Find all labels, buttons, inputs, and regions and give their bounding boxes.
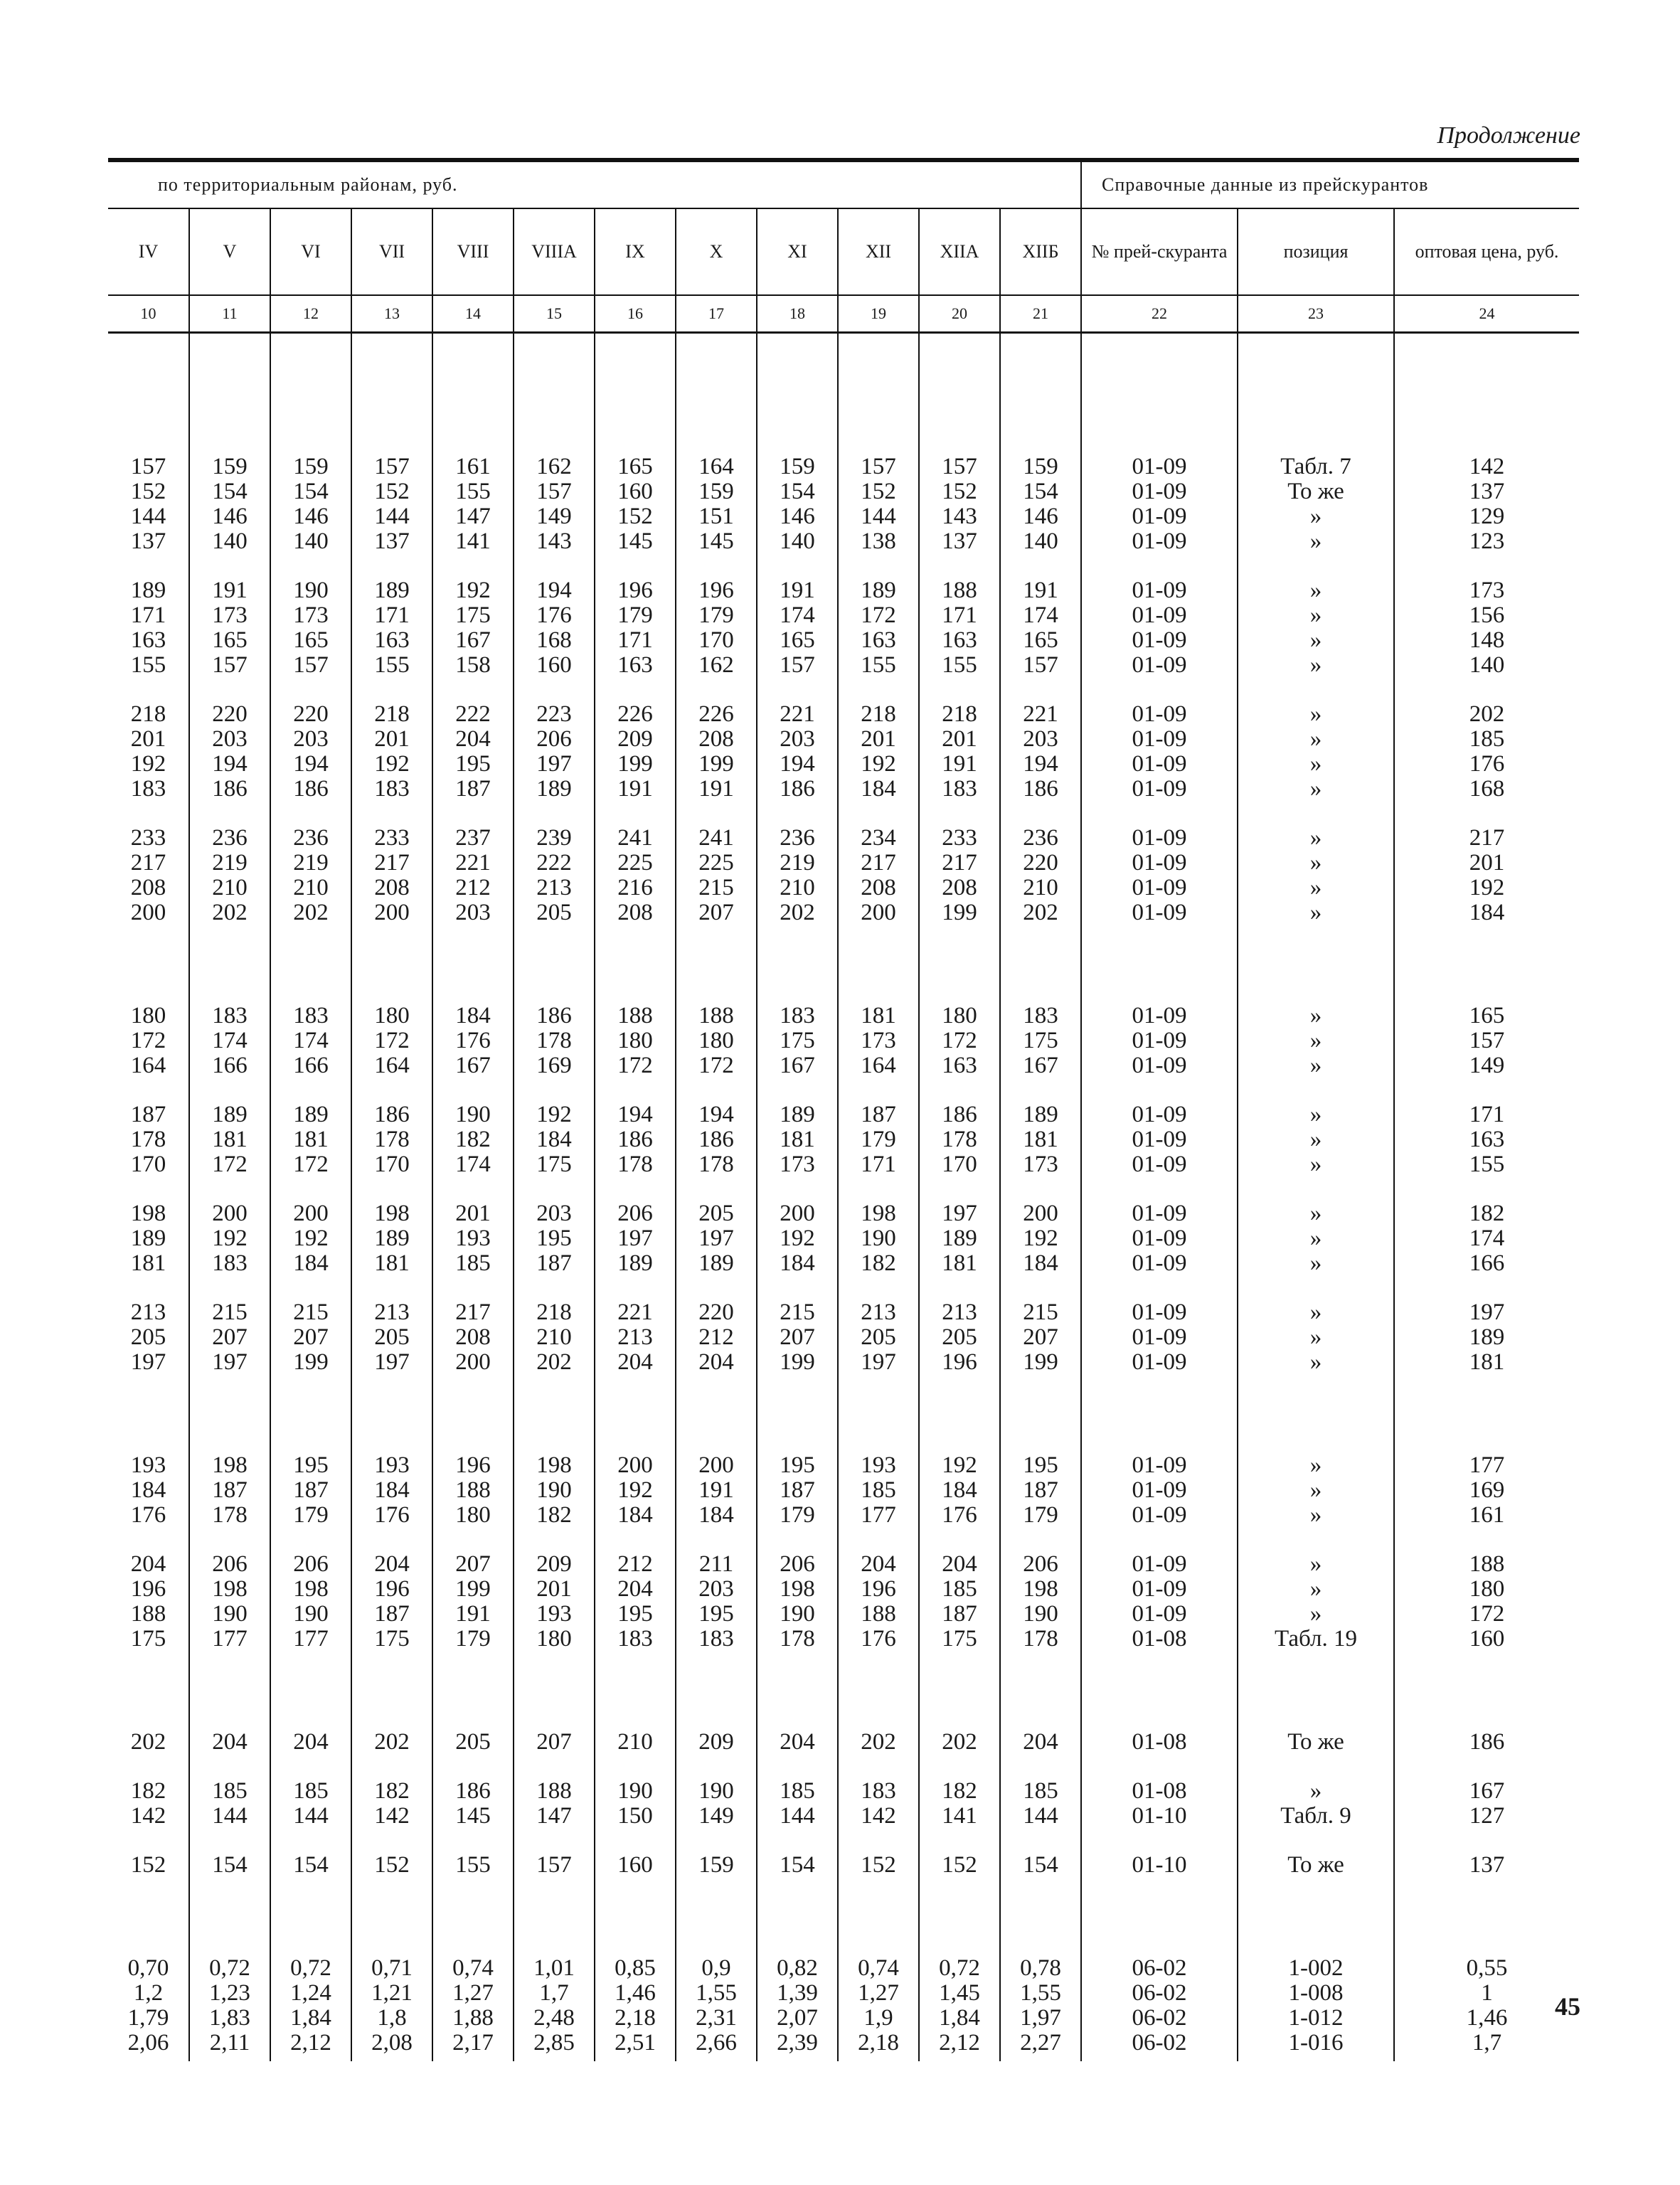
table-cell: 185 144: [270, 1755, 351, 1829]
table-cell: 185 144: [757, 1755, 838, 1829]
table-cell: 195 187 179: [1000, 1375, 1081, 1528]
table-cell: 161 155 147 141: [432, 405, 514, 554]
column-number: 16: [595, 295, 676, 333]
table-cell: 211 203 195 183: [676, 1528, 757, 1652]
table-cell: 0,78 1,55 1,97 2,27: [1000, 1878, 1081, 2061]
table-cell: 183 175 167: [757, 925, 838, 1078]
table-cell: 186: [1394, 1652, 1579, 1755]
table-cell: 01-08 01-10: [1081, 1755, 1238, 1829]
table-row: [108, 1276, 1579, 1375]
column-header: XIIА: [919, 208, 1000, 295]
spacer-cell: [1238, 333, 1394, 405]
table-cell: 220 203 194 186: [189, 678, 270, 802]
table-cell: 157 152 144 137: [130, 454, 166, 554]
table-cell: 198 190 182: [838, 1177, 919, 1276]
table-row: [108, 554, 1579, 678]
table-cell: 01-08: [1081, 1652, 1238, 1755]
table-cell: 198 190 182: [514, 1375, 595, 1528]
price-table: [108, 158, 1579, 2061]
table-cell: 206 198 190 178: [1000, 1528, 1081, 1652]
table-cell: 01-09 01-09 01-09 01-09: [1081, 405, 1238, 554]
table-cell: 202: [351, 1652, 432, 1755]
table-cell: 137: [1394, 1829, 1579, 1878]
table-cell: 195 187 179: [270, 1375, 351, 1528]
table-cell: 183 175 167: [1000, 925, 1081, 1078]
table-cell: 162 157 149 143: [514, 405, 595, 554]
table-cell: 157 152 144 138: [838, 405, 919, 554]
column-number: 22: [1081, 295, 1238, 333]
spacer-cell: [189, 333, 270, 405]
table-row: [108, 1755, 1579, 1829]
column-number: 18: [757, 295, 838, 333]
table-cell: 237 221 212 203: [432, 802, 514, 925]
table-cell: 154: [1000, 1829, 1081, 1878]
column-number: 14: [432, 295, 514, 333]
table-body: [108, 333, 1579, 2062]
table-cell: 236 219 210 202: [189, 802, 270, 925]
table-cell: 180 172 164: [130, 1003, 166, 1078]
table-cell: 220 203 194 186: [270, 678, 351, 802]
spacer-cell: [1000, 333, 1081, 405]
table-cell: 204 196 188 176: [838, 1528, 919, 1652]
table-cell: 01-09 01-09 01-09: [1081, 1078, 1238, 1177]
spacer-cell: [1394, 333, 1579, 405]
table-cell: 181 173 164: [838, 925, 919, 1078]
table-cell: 157 152 143 137: [919, 405, 1000, 554]
table-cell: » » » Табл. 19: [1238, 1528, 1394, 1652]
table-cell: 188 147: [514, 1755, 595, 1829]
table-cell: 202: [919, 1652, 1000, 1755]
table-cell: 159 154 146 140: [270, 405, 351, 554]
column-number: 10: [108, 295, 189, 333]
table-row: [108, 1528, 1579, 1652]
table-cell: 197 189 181: [919, 1177, 1000, 1276]
table-cell: 204: [189, 1652, 270, 1755]
table-cell: 0,70 1,2 1,79 2,06: [127, 1955, 169, 2056]
column-number-row: [108, 295, 1579, 333]
table-cell: 220 212 204: [676, 1276, 757, 1375]
table-cell: 164 159 151 145: [676, 405, 757, 554]
table-cell: » Табл. 9: [1238, 1755, 1394, 1829]
column-number: 23: [1238, 295, 1394, 333]
table-cell: 206 198 190 178: [757, 1528, 838, 1652]
table-cell: 200 192 184: [595, 1375, 676, 1528]
column-number: 17: [676, 295, 757, 333]
column-number: 11: [189, 295, 270, 333]
table-cell: 159 154 146 140: [189, 405, 270, 554]
table-row: [108, 925, 1579, 1078]
table-cell: 160: [595, 1829, 676, 1878]
table-cell: 196 179 170 162: [676, 554, 757, 678]
table-cell: 239 222 213 205: [514, 802, 595, 925]
table-cell: 200 192 184: [1000, 1177, 1081, 1276]
table-cell: 152: [351, 1829, 432, 1878]
table-cell: 180 172 163: [919, 925, 1000, 1078]
table-cell: 188 180 172: [595, 925, 676, 1078]
continued-label: Продолжение: [1437, 122, 1580, 149]
table-cell: 192 184 176: [919, 1375, 1000, 1528]
table-cell: » » »: [1238, 1276, 1394, 1375]
table-cell: 241 225 215 207: [676, 802, 757, 925]
table-cell: 154: [757, 1829, 838, 1878]
table-cell: 205: [432, 1652, 514, 1755]
table-cell: 0,85 1,46 2,18 2,51: [595, 1878, 676, 2061]
table-cell: 186 178 169: [514, 925, 595, 1078]
table-cell: 06-02 06-02 06-02 06-02: [1081, 1878, 1238, 2061]
table-row: [108, 1829, 1579, 1878]
table-cell: 196 188 180: [432, 1375, 514, 1528]
table-cell: 01-09 01-09 01-09 01-09: [1081, 678, 1238, 802]
table-cell: 01-10: [1081, 1829, 1238, 1878]
table-cell: 186 145: [432, 1755, 514, 1829]
column-number: 24: [1394, 295, 1579, 333]
table-row: [108, 1375, 1579, 1528]
spacer-cell: [351, 333, 432, 405]
table-cell: 198 189 181: [130, 1201, 166, 1276]
table-cell: 157: [514, 1829, 595, 1878]
table-cell: 187 179 171: [838, 1078, 919, 1177]
table-cell: 206 198 190 177: [270, 1528, 351, 1652]
table-cell: 183 174 166: [270, 925, 351, 1078]
column-header: оптовая цена, руб.: [1394, 208, 1579, 295]
spacer-row: [108, 333, 1579, 405]
table-row: [108, 802, 1579, 925]
table-cell: 206 197 189: [595, 1177, 676, 1276]
table-cell: Табл. 7 То же » »: [1238, 405, 1394, 554]
column-header: IV: [108, 208, 189, 295]
table-cell: 191 173 165 157: [189, 554, 270, 678]
table-cell: 204: [270, 1652, 351, 1755]
table-cell: 01-09 01-09 01-09: [1081, 925, 1238, 1078]
table-cell: 204: [1000, 1652, 1081, 1755]
table-cell: 202: [130, 1729, 166, 1755]
table-cell: 186 178 170: [919, 1078, 1000, 1177]
table-cell: 191 174 165 157: [1000, 554, 1081, 678]
spacer-cell: [514, 333, 595, 405]
table-cell: 210: [595, 1652, 676, 1755]
table-cell: 194 176 168 160: [514, 554, 595, 678]
spacer-cell: [838, 333, 919, 405]
table-cell: 0,74 1,27 1,9 2,18: [838, 1878, 919, 2061]
table-cell: То же: [1238, 1829, 1394, 1878]
table-cell: 241 225 216 208: [595, 802, 676, 925]
table-cell: 236 219 210 202: [270, 802, 351, 925]
table-cell: 182 174 166: [1394, 1177, 1579, 1276]
table-cell: 01-09 01-09 01-09 01-08: [1081, 1528, 1238, 1652]
table-cell: 198 189 181: [351, 1177, 432, 1276]
table-cell: 198 187 178: [189, 1375, 270, 1528]
table-row: [108, 678, 1579, 802]
table-cell: 190 182 174: [432, 1078, 514, 1177]
table-cell: 221 213 204: [595, 1276, 676, 1375]
table-cell: 223 206 197 189: [514, 678, 595, 802]
table-cell: 207: [514, 1652, 595, 1755]
table-cell: 185 144: [189, 1755, 270, 1829]
table-cell: 152: [838, 1829, 919, 1878]
table-cell: 01-09 01-09 01-09: [1081, 1276, 1238, 1375]
table-cell: 194 186 178: [595, 1078, 676, 1177]
table-cell: » » »: [1238, 1177, 1394, 1276]
column-name-row: [108, 208, 1579, 295]
table-cell: 204 185 187 175: [919, 1528, 1000, 1652]
table-cell: 0,72 1,45 1,84 2,12: [919, 1878, 1000, 2061]
table-cell: 209 201 193 180: [514, 1528, 595, 1652]
table-cell: 200 192 183: [189, 1177, 270, 1276]
table-cell: 189 181 173: [1000, 1078, 1081, 1177]
table-cell: 203 195 187: [514, 1177, 595, 1276]
table-cell: 206 198 190 177: [189, 1528, 270, 1652]
column-number: 20: [919, 295, 1000, 333]
spacer-cell: [757, 333, 838, 405]
table-cell: 204 196 188 175: [130, 1551, 166, 1652]
table-cell: 187 178 170: [130, 1102, 166, 1177]
table-cell: 183 174 166: [189, 925, 270, 1078]
spacer-cell: [108, 333, 189, 405]
page-number: 45: [1555, 1992, 1580, 2021]
table-cell: 207 199 191 179: [432, 1528, 514, 1652]
table-cell: 213 205 197: [351, 1276, 432, 1375]
table-cell: 189 172 163 155: [838, 554, 919, 678]
table-cell: 193 185 177: [838, 1375, 919, 1528]
table-cell: 215 207 199: [1000, 1276, 1081, 1375]
table-cell: 165 160 152 145: [595, 405, 676, 554]
table-cell: 234 217 208 200: [838, 802, 919, 925]
table-cell: 155: [432, 1829, 514, 1878]
table-cell: 0,9 1,55 2,31 2,66: [676, 1878, 757, 2061]
table-cell: 193 184 176: [351, 1375, 432, 1528]
table-cell: 233 217 208 200: [130, 825, 166, 925]
table-cell: 188 180 172: [676, 925, 757, 1078]
table-cell: » » » »: [1238, 678, 1394, 802]
table-cell: 212 204 195 183: [595, 1528, 676, 1652]
table-row: [108, 1078, 1579, 1177]
table-cell: 213 205 196: [919, 1276, 1000, 1375]
table-cell: 200 192 184: [757, 1177, 838, 1276]
table-cell: 202 185 176 168: [1394, 678, 1579, 802]
table-cell: 171 163 155: [1394, 1078, 1579, 1177]
table-cell: 0,82 1,39 2,07 2,39: [757, 1878, 838, 2061]
column-number: 15: [514, 295, 595, 333]
table-cell: » » »: [1238, 925, 1394, 1078]
table-cell: 1-002 1-008 1-012 1-016: [1238, 1878, 1394, 2061]
table-cell: 213 205 197: [838, 1276, 919, 1375]
table-cell: 0,55 1 1,46 1,7: [1394, 1878, 1579, 2061]
table-cell: » » »: [1238, 1375, 1394, 1528]
table-cell: 218 201 192 183: [130, 701, 166, 802]
table-cell: 215 207 197: [189, 1276, 270, 1375]
column-header: VII: [351, 208, 432, 295]
table-cell: 142 137 129 123: [1394, 405, 1579, 554]
column-header: XI: [757, 208, 838, 295]
table-cell: 165 157 149: [1394, 925, 1579, 1078]
table-cell: 1,01 1,7 2,48 2,85: [514, 1878, 595, 2061]
table-cell: 218 210 202: [514, 1276, 595, 1375]
table-cell: 189 171 163 155: [351, 554, 432, 678]
table-cell: 182 142: [351, 1755, 432, 1829]
table-cell: 182 141: [919, 1755, 1000, 1829]
table-cell: 192 175 167 158: [432, 554, 514, 678]
table-cell: 188 171 163 155: [919, 554, 1000, 678]
table-row: [108, 1652, 1579, 1755]
table-cell: 177 169 161: [1394, 1375, 1579, 1528]
table-cell: 01-09 01-09 01-09: [1081, 1177, 1238, 1276]
table-cell: 190 173 165 157: [270, 554, 351, 678]
table-cell: 01-09 01-09 01-09 01-09: [1081, 802, 1238, 925]
table-cell: 226 209 199 191: [595, 678, 676, 802]
column-header: позиция: [1238, 208, 1394, 295]
column-header: XII: [838, 208, 919, 295]
column-header: X: [676, 208, 757, 295]
table-cell: 01-09 01-09 01-09: [1081, 1375, 1238, 1528]
table-cell: 196 179 171 163: [595, 554, 676, 678]
column-number: 12: [270, 295, 351, 333]
table-cell: 185 144: [1000, 1755, 1081, 1829]
table-cell: 189 181 173: [757, 1078, 838, 1177]
spacer-cell: [1081, 333, 1238, 405]
table-cell: 236 220 210 202: [1000, 802, 1081, 925]
table-cell: 182 142: [130, 1778, 166, 1829]
table-cell: 184 176 167: [432, 925, 514, 1078]
table-cell: 201 193 185: [432, 1177, 514, 1276]
spacer-cell: [270, 333, 351, 405]
column-number: 21: [1000, 295, 1081, 333]
table-cell: » » » »: [1238, 802, 1394, 925]
table-cell: 159: [676, 1829, 757, 1878]
table-cell: » » » »: [1238, 554, 1394, 678]
table-cell: 190 150: [595, 1755, 676, 1829]
table-row: [108, 1177, 1579, 1276]
table-cell: 195 187 179: [757, 1375, 838, 1528]
table-cell: 0,71 1,21 1,8 2,08: [351, 1878, 432, 2061]
table-cell: 159 154 146 140: [1000, 405, 1081, 554]
column-header: № прей-скуранта: [1081, 208, 1238, 295]
spacer-cell: [432, 333, 514, 405]
table-cell: 01-09 01-09 01-09 01-09: [1081, 554, 1238, 678]
table-cell: 188 180 172 160: [1394, 1528, 1579, 1652]
table-cell: 189 181 172: [270, 1078, 351, 1177]
table-row: [108, 405, 1579, 554]
table-cell: 200 191 184: [676, 1375, 757, 1528]
table-cell: 217 208 200: [432, 1276, 514, 1375]
column-number: 13: [351, 295, 432, 333]
table-cell: 159 154 146 140: [757, 405, 838, 554]
spacer-cell: [919, 333, 1000, 405]
table-cell: 205 197 189: [676, 1177, 757, 1276]
table-cell: 222 204 195 187: [432, 678, 514, 802]
column-header: VIII: [432, 208, 514, 295]
table-cell: 233 217 208 200: [351, 802, 432, 925]
table-cell: 215 207 199: [757, 1276, 838, 1375]
table-cell: 189 181 172: [189, 1078, 270, 1177]
table-cell: 197 189 181: [1394, 1276, 1579, 1375]
table-cell: 200 192 184: [270, 1177, 351, 1276]
table-cell: 218 201 192 183: [351, 678, 432, 802]
table-cell: 221 203 194 186: [1000, 678, 1081, 802]
table-row: [108, 1878, 1579, 2061]
table-cell: 209: [676, 1652, 757, 1755]
table-cell: 236 219 210 202: [757, 802, 838, 925]
table-cell: 204: [757, 1652, 838, 1755]
table-cell: 202: [838, 1652, 919, 1755]
table-cell: 194 186 178: [676, 1078, 757, 1177]
column-header: VIIIА: [514, 208, 595, 295]
table-cell: 193 184 176: [130, 1452, 166, 1528]
table-cell: 213 205 197: [130, 1299, 166, 1375]
table-cell: 190 149: [676, 1755, 757, 1829]
table-cell: 152: [919, 1829, 1000, 1878]
table-cell: 189 171 163 155: [130, 578, 166, 678]
reference-group-header: Справочные данные из прейскурантов: [1081, 160, 1579, 208]
column-number: 19: [838, 295, 919, 333]
table-cell: 154: [270, 1829, 351, 1878]
table-cell: 157 152 144 137: [351, 405, 432, 554]
table-cell: 152: [130, 1852, 166, 1878]
table-cell: 0,74 1,27 1,88 2,17: [432, 1878, 514, 2061]
table-cell: 221 203 194 186: [757, 678, 838, 802]
regions-group-header: по территориальным районам, руб.: [108, 160, 1081, 208]
table-cell: То же: [1238, 1652, 1394, 1755]
table-cell: 215 207 199: [270, 1276, 351, 1375]
table-cell: 217 201 192 184: [1394, 802, 1579, 925]
table-cell: 173 156 148 140: [1394, 554, 1579, 678]
table-cell: 180 172 164: [351, 925, 432, 1078]
table-cell: 0,72 1,23 1,83 2,11: [189, 1878, 270, 2061]
table-cell: 226 208 199 191: [676, 678, 757, 802]
table-cell: 167 127: [1394, 1755, 1579, 1829]
table-cell: 0,72 1,24 1,84 2,12: [270, 1878, 351, 2061]
spacer-cell: [676, 333, 757, 405]
spacer-cell: [595, 333, 676, 405]
column-header: V: [189, 208, 270, 295]
table-cell: 154: [189, 1829, 270, 1878]
column-header: VI: [270, 208, 351, 295]
group-header-row: [108, 160, 1579, 208]
table-cell: 204 196 187 175: [351, 1528, 432, 1652]
column-header: IX: [595, 208, 676, 295]
table-cell: 186 178 170: [351, 1078, 432, 1177]
table-cell: 191 174 165 157: [757, 554, 838, 678]
table-cell: 192 184 175: [514, 1078, 595, 1177]
table-cell: » » »: [1238, 1078, 1394, 1177]
table-cell: 218 201 191 183: [919, 678, 1000, 802]
table-cell: 218 201 192 184: [838, 678, 919, 802]
table-cell: 233 217 208 199: [919, 802, 1000, 925]
table-cell: 183 142: [838, 1755, 919, 1829]
column-header: XIIБ: [1000, 208, 1081, 295]
